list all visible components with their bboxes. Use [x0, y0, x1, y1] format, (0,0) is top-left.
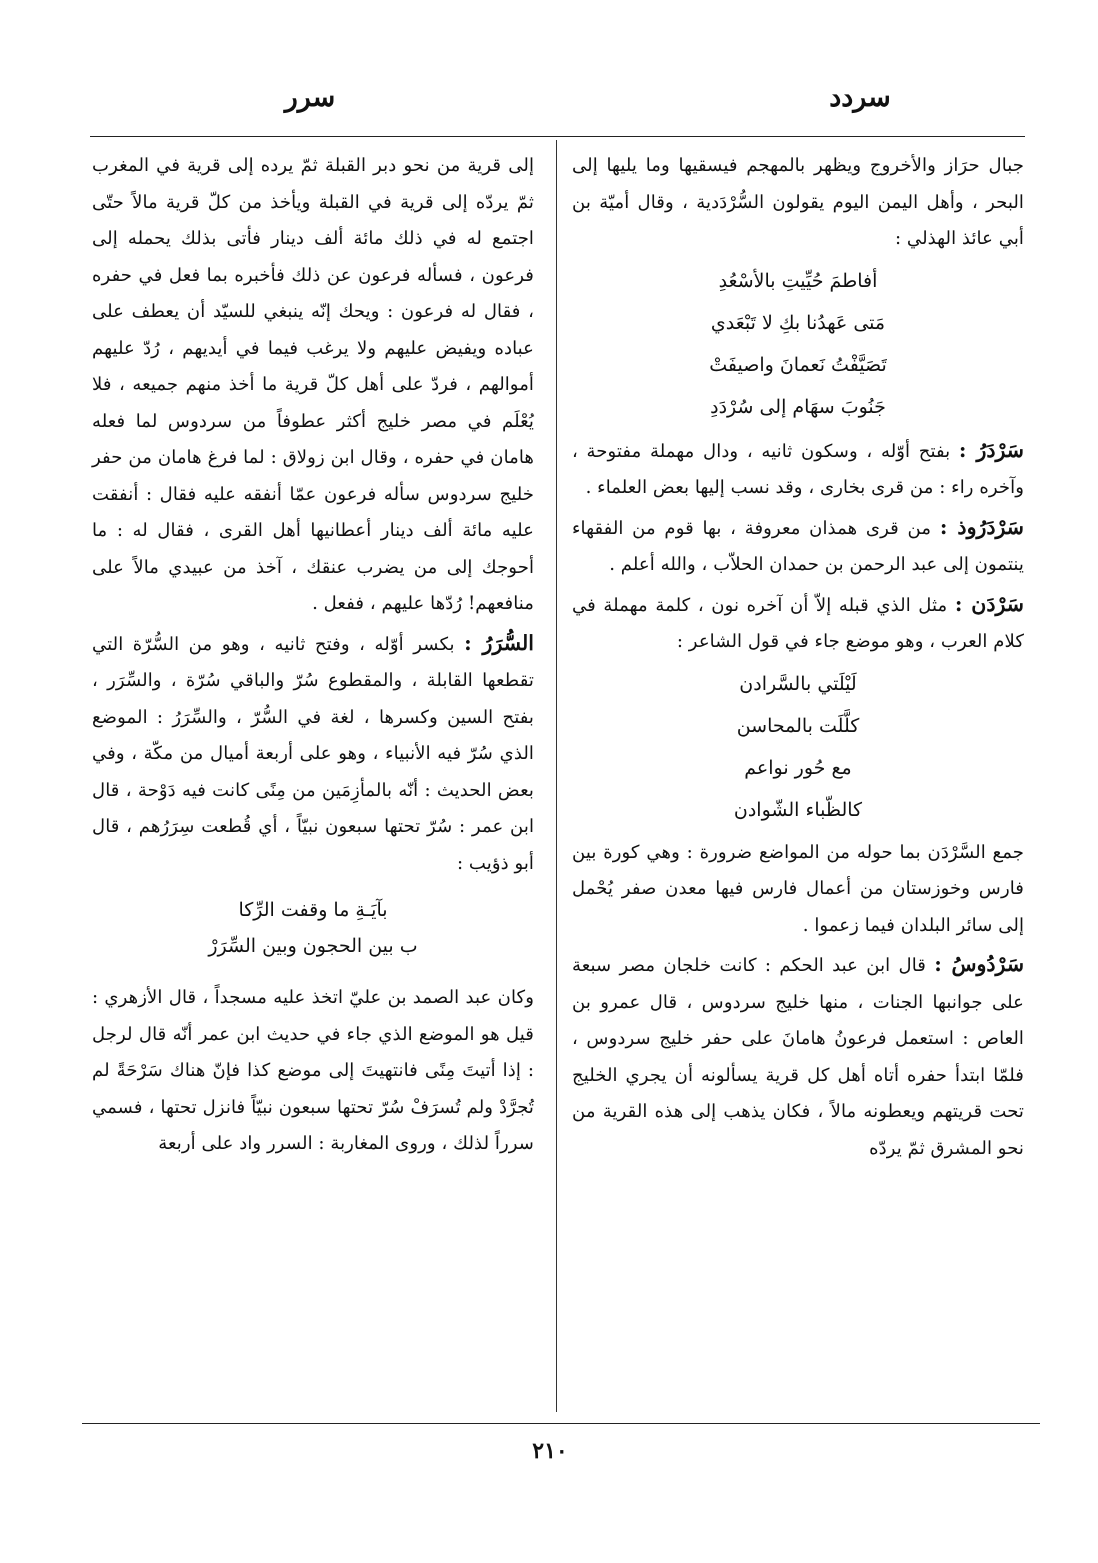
entry-text: بفتح أوّله ، وسكون ثانيه ، ودال مهملة مفتوحة ، وآخره راء : من قرى بخارى ، وقد نسب إليها بعض العلماء . [572, 440, 1024, 498]
page-number: ٢١٠ [532, 1438, 568, 1464]
verse-line: كالظّباء الشّوادن [733, 798, 863, 821]
entry-text: بكسر أوّله ، وفتح ثانيه ، وهو من السُّرّة التي تقطعها القابلة ، والمقطوع سُرّ والباقي سُرّة ، والسِّرَر ، بفتح السين وكسرها ، لغة في السُّرّ ، والسِّرَرُ : الموضع الذي سُرّ فيه الأنبياء ، وهو على أربعة أميال من مكّة ، وفي بعض الحديث : أنّه بالمأزِمَين من مِنًى كانت فيه دَوْحة ، قال ابن عمر : سُرّ تحتها سبعون نبيّاً ، أي قُطعت سِرَرُهم ، قال أبو ذؤيب : [92, 633, 534, 874]
entry-text: مثل الذي قبله إلاّ أن آخره نون ، كلمة مهملة في كلام العرب ، وهو موضع جاء في قول الشاعر : [572, 594, 1024, 652]
verse-line: بآيَـةِ ما وقفت الرِّكا [238, 899, 388, 921]
entry-text: من قرى همذان معروفة ، بها قوم من الفقهاء ينتمون إلى عبد الرحمن بن حمدان الحلاّب ، والله أعلم . [572, 517, 1024, 575]
right-column [572, 148, 1024, 1167]
entry-headword: السُّرَرُ : [464, 630, 534, 655]
running-header-left: سرر [284, 82, 336, 113]
entry-assurar [92, 625, 534, 883]
running-header-right: سردد [829, 82, 891, 113]
entry-sardan [572, 586, 1024, 661]
top-rule [90, 136, 1025, 137]
entry-headword: سَرْدَرُوذ : [939, 514, 1024, 539]
verse-line: كلَّلَت بالمحاسن [736, 714, 860, 737]
entry-headword: سَرْدَن : [954, 591, 1024, 616]
verse-block [572, 260, 1024, 428]
verse-line: لَيْلَتي بالسَّرادن [739, 672, 857, 695]
paragraph: جمع السَّرْدَن بما حوله من المواضع ضرورة : وهي كورة بين فارس وخوزستان من أعمال فارس فيها معدن صفر يُحْمل إلى سائر البلدان فيما زعموا . [572, 841, 1024, 936]
verse-block [572, 663, 1024, 831]
entry-sardar [572, 432, 1024, 507]
entry-text: قال ابن عبد الحكم : كانت خلجان مصر سبعة على جوانبها الجنات ، منها خليج سردوس ، قال عمرو بن العاص : استعمل فرعونُ هامانَ على حفر خليج سردوس ، فلمّا ابتدأ حفره أتاه أهل كل قرية يسألونه أن يجري الخليج تحت قريتهم ويعطونه مالاً ، فكان يذهب إلى هذه القرية من نحو المشرق ثمّ يردّه [572, 955, 1024, 1159]
paragraph-continuation: جبال حرَاز والأخروج ويظهر بالمهجم فيسقيها وما يليها إلى البحر ، وأهل اليمن اليوم يقولون السُّرْدَدية ، وقال أميّة بن أبي عائذ الهذلي : [572, 155, 1024, 249]
verse-block [92, 892, 534, 964]
entry-sardus [572, 946, 1024, 1167]
verse-line: جَنُوبَ سهَام إلى سُرْدَدِ [710, 395, 886, 418]
paragraph-continuation: إلى قرية من نحو دبر القبلة ثمّ يرده إلى قرية في المغرب ثمّ يردّه إلى قرية في القبلة ويأخذ من كلّ قرية مالاً حتّى اجتمع له في ذلك مائة ألف دينار فأتى بذلك يحمله إلى فرعون ، فسأله فرعون عن ذلك فأخبره بما فعل في حفره ، فقال له فرعون : ويحك إنّه ينبغي للسيّد أن يعطف على عباده ويفيض عليهم ولا يرغب فيما في أيديهم ، رُدّ عليهم أموالهم ، فردّ على أهل كلّ قرية ما أخذ منهم جميعه ، فلا يُعْلَم في مصر خليج أكثر عطوفاً من سردوس لما فعله هامان في حفره ، وقال ابن زولاق : لما فرغ هامان من حفر خليج سردوس سأله فرعون عمّا أنفقه عليه فقال : أنفقت عليه مائة ألف دينار أعطانيها أهل القرى ، فقال له : ما أحوجك إلى من يضرب عنقك ، آخذ من عبيدي مالاً على منافعهم! رُدّها عليهم ، ففعل . [92, 155, 534, 614]
verse-line: أفاطمَ حُيِّيتِ بالأسْعُدِ [718, 269, 878, 292]
column-divider [556, 140, 557, 1412]
entry-headword: سَرْدُوسُ : [934, 952, 1024, 976]
verse-line: مَتى عَهدُنا بكِ لا تَبْعَدي [710, 311, 886, 334]
verse-line: ب بين الحجون وبين السِّرَرْ [208, 935, 418, 957]
verse-line: تَصَيَّفْتُ نَعمانَ واصيفَتْ [709, 353, 887, 376]
entry-sardarudh [572, 509, 1024, 584]
entry-headword: سَرْدَرُ : [958, 437, 1024, 462]
verse-line: مع حُور نواعم [744, 756, 852, 779]
left-column [92, 148, 534, 1163]
paragraph: وكان عبد الصمد بن عليّ اتخذ عليه مسجداً ، قال الأزهري : قيل هو الموضع الذي جاء في حديث ابن عمر أنّه قال لرجل : إذا أتيتَ مِنًى فانتهيتَ إلى موضع كذا فإنّ هناك سَرْحَةً لم تُجرَّدْ ولم تُسرَفْ سُرّ تحتها سبعون نبيّاً فانزل تحتها ، فسمي سرراً لذلك ، وروى المغاربة : السرر واد على أربعة [92, 987, 534, 1154]
bottom-rule [82, 1423, 1040, 1424]
